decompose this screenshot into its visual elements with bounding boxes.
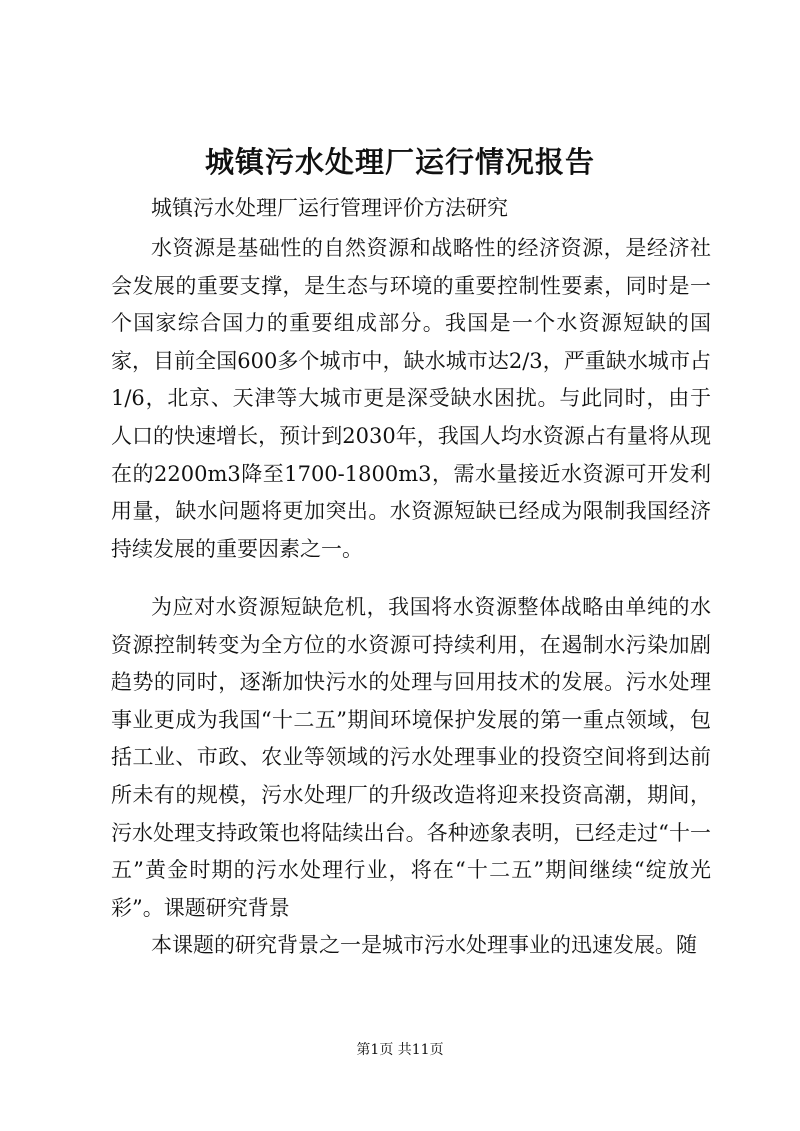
document-title: 城镇污水处理厂运行情况报告 [204,145,595,179]
document-subtitle: 城镇污水处理厂运行管理评价方法研究 [151,196,508,220]
paragraph: 本课题的研究背景之一是城市污水处理事业的迅速发展。随 [151,933,697,957]
page-number-footer: 第1页 共11页 [356,1042,444,1058]
paragraph: 为应对水资源短缺危机，我国将水资源整体战略由单纯的水资源控制转变为全方位的水资源可持续利用，在遏制水污染加剧趋势的同时，逐渐加快污水的处理与回用技术的发展。污水处理事业更成为我国“十二五”期间环境保护发展的第一重点领域，包括工业、市政、农业等领域的污水处理事业的投资空间将到达前所未有的规模，污水处理厂的升级改造将迎来投资高潮，期间，污水处理支持政策也将陆续出台。各种迹象表明，已经走过“十一五”黄金时期的污水处理行业，将在“十二五”期间继续“绽放光彩”。课题研究背景 [111,595,711,920]
paragraph: 水资源是基础性的自然资源和战略性的经济资源，是经济社会发展的重要支撑，是生态与环境的重要控制性要素，同时是一个国家综合国力的重要组成部分。我国是一个水资源短缺的国家，目前全国600多个城市中，缺水城市达2/3，严重缺水城市占1/6，北京、天津等大城市更是深受缺水困扰。与此同时，由于人口的快速增长，预计到2030年，我国人均水资源占有量将从现在的2200m3降至1700-1800m3，需水量接近水资源可开发利用量，缺水问题将更加突出。水资源短缺已经成为限制我国经济持续发展的重要因素之一。 [111,236,711,561]
